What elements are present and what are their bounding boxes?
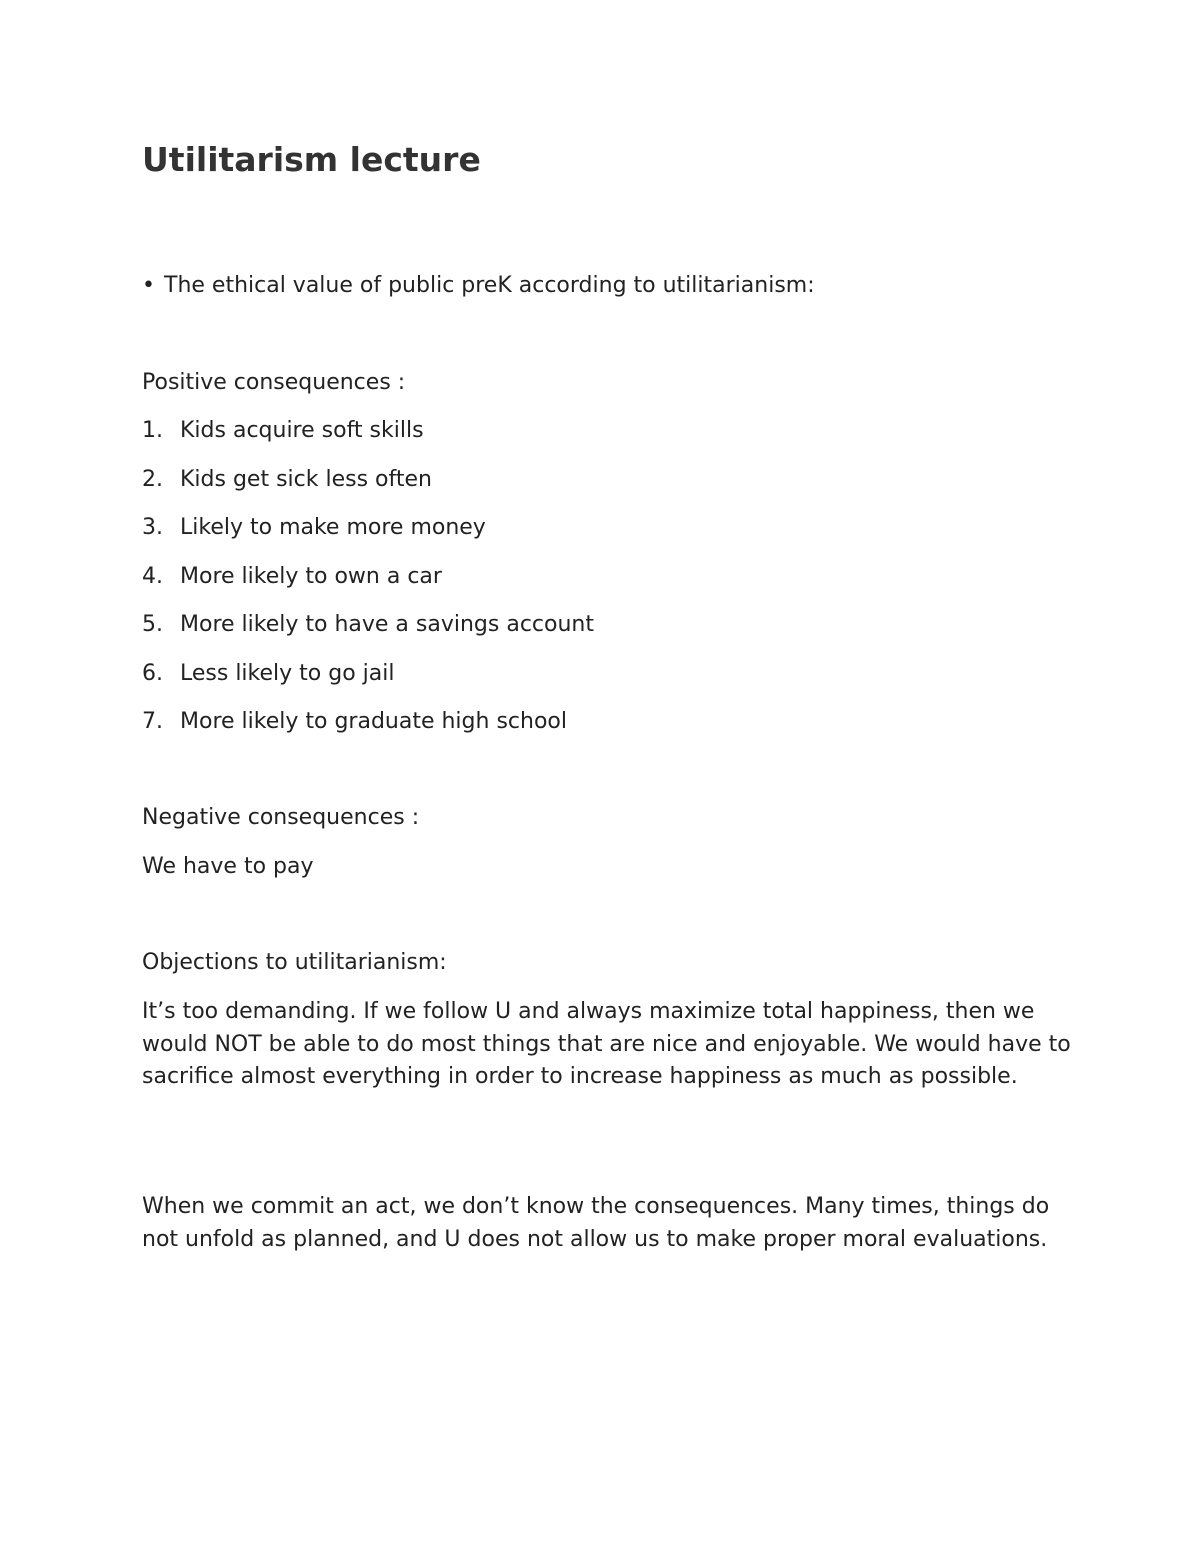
list-item	[142, 415, 594, 464]
document-title: Utilitarism lecture	[142, 140, 481, 179]
positive-list	[142, 415, 594, 755]
list-text: More likely to graduate high school	[180, 709, 567, 734]
list-number: 4.	[142, 563, 163, 589]
list-item	[142, 512, 594, 561]
list-item	[142, 464, 594, 513]
list-text: Less likely to go jail	[180, 660, 395, 686]
list-number: 2.	[142, 466, 163, 492]
list-text: More likely to own a car	[180, 563, 442, 589]
negative-heading: Negative consequences :	[142, 805, 420, 830]
bullet-text: The ethical value of public preK according to utilitarianism:	[164, 273, 815, 298]
list-text: Kids acquire soft skills	[180, 418, 424, 443]
bullet-item	[142, 270, 815, 302]
objection-paragraph-1: It’s too demanding. If we follow U and always maximize total happiness, then we would NOT be able to do most things that are nice and enjoyable. We would have to sacrifice almost everything in order to increase happiness as much as possible.	[142, 999, 1071, 1089]
positive-heading: Positive consequences :	[142, 370, 406, 395]
objections-heading: Objections to utilitarianism:	[142, 950, 447, 975]
list-number: 7.	[142, 709, 163, 734]
list-item	[142, 658, 594, 707]
list-text: Likely to make more money	[180, 515, 486, 540]
list-text: More likely to have a savings account	[180, 612, 594, 637]
objection-paragraph-2: When we commit an act, we don’t know the consequences. Many times, things do not unfold as planned, and U does not allow us to make proper moral evaluations.	[142, 1194, 1050, 1252]
list-text: Kids get sick less often	[180, 466, 432, 492]
list-number: 5.	[142, 612, 163, 637]
list-number: 1.	[142, 418, 163, 443]
list-item	[142, 609, 594, 658]
list-number: 3.	[142, 515, 163, 540]
bullet-marker: •	[142, 273, 155, 298]
list-item	[142, 706, 594, 755]
negative-text: We have to pay	[142, 854, 314, 879]
list-number: 6.	[142, 660, 163, 686]
list-item	[142, 561, 594, 610]
